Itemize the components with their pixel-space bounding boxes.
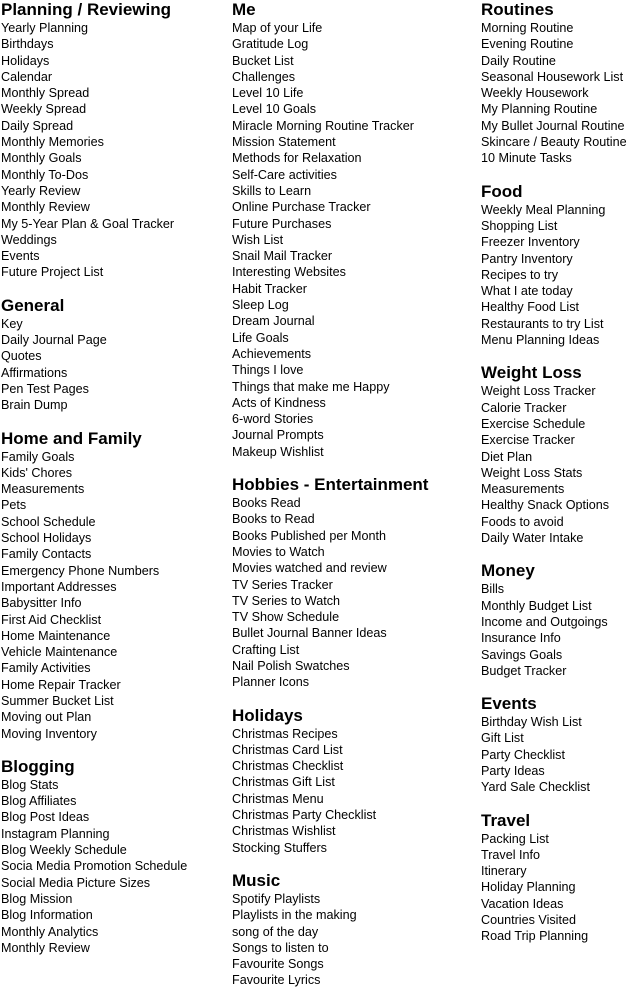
list-item: Home Maintenance <box>1 628 111 643</box>
section-spacer <box>481 796 640 811</box>
section-heading: General <box>1 295 65 315</box>
list-item: Christmas Gift List <box>232 775 335 790</box>
list-item: Shopping List <box>481 218 558 233</box>
list-item: Planner Icons <box>232 675 310 690</box>
list-item: Family Contacts <box>1 547 92 562</box>
section-home-and-family <box>1 429 229 742</box>
list-item: Calorie Tracker <box>481 400 567 415</box>
list-item: Christmas Party Checklist <box>232 808 377 823</box>
list-item: Online Purchase Tracker <box>232 200 371 215</box>
list-item: Daily Spread <box>1 118 74 133</box>
section-hobbies-entertainment <box>232 475 476 691</box>
list-item: Calendar <box>1 69 53 84</box>
section-money <box>481 561 640 679</box>
list-item: Blog Weekly Schedule <box>1 843 127 858</box>
section-spacer <box>232 856 476 871</box>
item-list <box>1 777 229 956</box>
list-item: Christmas Menu <box>232 791 324 806</box>
list-item: Key <box>1 316 23 331</box>
list-item: Favourite Lyrics <box>232 973 321 988</box>
list-item: Gratitude Log <box>232 37 309 52</box>
list-item: Makeup Wishlist <box>232 444 324 459</box>
list-item: Foods to avoid <box>481 514 564 529</box>
list-item: TV Series to Watch <box>232 593 341 608</box>
list-item: Quotes <box>1 349 42 364</box>
section-events <box>481 694 640 795</box>
list-item: Monthly Goals <box>1 151 82 166</box>
list-item: Exercise Tracker <box>481 433 575 448</box>
list-item: Vacation Ideas <box>481 896 564 911</box>
list-item: Methods for Relaxation <box>232 151 362 166</box>
list-item: Holidays <box>1 53 50 68</box>
list-item: Books Read <box>232 496 301 511</box>
item-list <box>232 20 476 460</box>
section-spacer <box>481 167 640 182</box>
list-item: Income and Outgoings <box>481 614 608 629</box>
list-item: Christmas Checklist <box>232 759 344 774</box>
list-item: Pantry Inventory <box>481 251 573 266</box>
section-me <box>232 0 476 460</box>
list-item: TV Series Tracker <box>232 577 333 592</box>
section-music <box>232 871 476 989</box>
list-item: Restaurants to try List <box>481 316 604 331</box>
section-planning-reviewing <box>1 0 229 281</box>
list-item: Spotify Playlists <box>232 891 321 906</box>
list-item: Christmas Card List <box>232 742 343 757</box>
section-heading: Money <box>481 561 535 581</box>
list-item: Travel Info <box>481 847 541 862</box>
list-item: Instagram Planning <box>1 826 110 841</box>
list-item: Events <box>1 249 40 264</box>
list-item: Social Media Picture Sizes <box>1 875 151 890</box>
list-item: Pen Test Pages <box>1 381 89 396</box>
list-item: Future Purchases <box>232 216 332 231</box>
list-item: My Bullet Journal Routine <box>481 118 625 133</box>
list-item: Healthy Snack Options <box>481 498 610 513</box>
list-item: Morning Routine <box>481 21 574 35</box>
list-item: Healthy Food List <box>481 300 580 315</box>
list-item: Birthday Wish List <box>481 715 582 730</box>
list-item: What I ate today <box>481 284 573 299</box>
list-item: Level 10 Goals <box>232 102 317 117</box>
list-item: Stocking Stuffers <box>232 840 327 855</box>
section-travel <box>481 811 640 945</box>
section-heading: Blogging <box>1 756 75 776</box>
section-weight-loss <box>481 363 640 546</box>
list-item: Insurance Info <box>481 631 561 646</box>
list-item: Future Project List <box>1 265 104 280</box>
list-item: Level 10 Life <box>232 86 304 101</box>
list-item: Weight Loss Stats <box>481 465 583 480</box>
list-item: song of the day <box>232 924 319 939</box>
column-middle <box>232 0 476 989</box>
list-item: Journal Prompts <box>232 428 324 443</box>
list-item: Babysitter Info <box>1 596 82 611</box>
list-item: Yearly Review <box>1 183 81 198</box>
list-item: Monthly Memories <box>1 135 104 150</box>
list-item: Socia Media Promotion Schedule <box>1 859 188 874</box>
list-item: Monthly Spread <box>1 86 90 101</box>
section-heading: Events <box>481 694 537 714</box>
list-item: Christmas Wishlist <box>232 824 336 839</box>
list-item: Moving out Plan <box>1 710 92 725</box>
list-item: Itinerary <box>481 864 527 879</box>
section-spacer <box>481 679 640 694</box>
list-item: Bullet Journal Banner Ideas <box>232 626 387 641</box>
list-item: Daily Routine <box>481 53 556 68</box>
item-list <box>481 383 640 546</box>
list-item: Playlists in the making <box>232 908 357 923</box>
list-item: Blog Stats <box>1 777 59 792</box>
list-item: Blog Post Ideas <box>1 810 90 825</box>
list-item: 6-word Stories <box>232 412 314 427</box>
list-item: Savings Goals <box>481 647 563 662</box>
list-item: School Holidays <box>1 531 92 546</box>
list-item: Exercise Schedule <box>481 416 586 431</box>
list-item: Yard Sale Checklist <box>481 780 590 795</box>
list-item: Party Checklist <box>481 747 565 762</box>
list-item: Measurements <box>1 482 85 497</box>
list-item: Vehicle Maintenance <box>1 645 118 660</box>
section-general <box>1 296 229 414</box>
list-item: Nail Polish Swatches <box>232 658 350 673</box>
list-item: Dream Journal <box>232 314 315 329</box>
column-right <box>481 0 640 945</box>
list-item: TV Show Schedule <box>232 610 340 625</box>
list-item: Affirmations <box>1 365 68 380</box>
list-item: Freezer Inventory <box>481 235 580 250</box>
section-food <box>481 182 640 349</box>
list-item: Mission Statement <box>232 135 336 150</box>
list-item: Challenges <box>232 69 296 84</box>
section-heading: Home and Family <box>1 428 142 448</box>
list-item: Family Goals <box>1 449 75 464</box>
section-heading: Routines <box>481 0 554 19</box>
list-item: Songs to listen to <box>232 940 329 955</box>
list-item: Life Goals <box>232 330 289 345</box>
section-holidays <box>232 706 476 856</box>
section-heading: Travel <box>481 810 531 830</box>
section-heading: Music <box>232 870 281 890</box>
list-item: My Planning Routine <box>481 102 598 117</box>
section-heading: Food <box>481 181 523 201</box>
list-item: Diet Plan <box>481 449 533 464</box>
item-list <box>481 20 640 167</box>
list-item: Movies to Watch <box>232 544 325 559</box>
section-blogging <box>1 757 229 956</box>
list-item: School Schedule <box>1 514 96 529</box>
list-item: Countries Visited <box>481 913 576 928</box>
list-item: Miracle Morning Routine Tracker <box>232 118 414 133</box>
list-item: Christmas Recipes <box>232 726 338 741</box>
list-item: Brain Dump <box>1 398 68 413</box>
list-item: Daily Journal Page <box>1 333 107 348</box>
list-item: Weight Loss Tracker <box>481 384 596 399</box>
list-item: Monthly Budget List <box>481 598 592 613</box>
list-item: Pets <box>1 498 27 513</box>
list-item: Weddings <box>1 232 57 247</box>
list-item: Summer Bucket List <box>1 693 114 708</box>
item-list <box>481 714 640 795</box>
section-spacer <box>232 691 476 706</box>
list-item: Family Activities <box>1 661 91 676</box>
list-item: Moving Inventory <box>1 726 97 741</box>
list-item: Birthdays <box>1 37 54 52</box>
list-item: Map of your Life <box>232 21 323 35</box>
list-item: My 5-Year Plan & Goal Tracker <box>1 216 175 231</box>
list-item: Road Trip Planning <box>481 929 589 944</box>
list-item: Weekly Housework <box>481 86 589 101</box>
section-heading: Planning / Reviewing <box>1 0 172 19</box>
list-item: Home Repair Tracker <box>1 677 121 692</box>
list-item: Weekly Spread <box>1 102 87 117</box>
list-item: Achievements <box>232 346 312 361</box>
list-item: Self-Care activities <box>232 167 337 182</box>
section-spacer <box>1 281 229 296</box>
list-item: Movies watched and review <box>232 561 387 576</box>
list-item: Daily Water Intake <box>481 531 584 546</box>
list-item: Blog Mission <box>1 891 73 906</box>
list-item: Habit Tracker <box>232 281 307 296</box>
item-list <box>481 831 640 945</box>
list-item: Menu Planning Ideas <box>481 333 600 348</box>
section-heading: Hobbies - Entertainment <box>232 475 429 495</box>
list-item: Wish List <box>232 232 284 247</box>
list-item: Things that make me Happy <box>232 379 390 394</box>
item-list <box>232 891 476 989</box>
item-list <box>1 20 229 281</box>
list-item: Crafting List <box>232 642 300 657</box>
list-item: Weekly Meal Planning <box>481 202 606 217</box>
list-item: First Aid Checklist <box>1 612 102 627</box>
list-item: Blog Information <box>1 908 93 923</box>
section-heading: Weight Loss <box>481 363 582 383</box>
item-list <box>481 581 640 679</box>
item-list <box>232 726 476 856</box>
list-item: Monthly Analytics <box>1 924 99 939</box>
list-item: Monthly To-Dos <box>1 167 89 182</box>
section-heading: Holidays <box>232 705 303 725</box>
list-item: Packing List <box>481 831 549 846</box>
list-item: Gift List <box>481 731 524 746</box>
list-item: Books Published per Month <box>232 528 387 543</box>
list-item: 10 Minute Tasks <box>481 151 572 166</box>
list-item: Acts of Kindness <box>232 395 326 410</box>
section-routines <box>481 0 640 167</box>
list-item: Skills to Learn <box>232 183 312 198</box>
list-item: Interesting Websites <box>232 265 346 280</box>
list-item: Skincare / Beauty Routine <box>481 135 627 150</box>
section-heading: Me <box>232 0 256 19</box>
list-item: Snail Mail Tracker <box>232 249 333 264</box>
list-item: Things I love <box>232 363 304 378</box>
list-item: Favourite Songs <box>232 957 324 972</box>
list-item: Measurements <box>481 482 565 497</box>
section-spacer <box>481 546 640 561</box>
list-item: Budget Tracker <box>481 663 567 678</box>
item-list <box>232 495 476 691</box>
list-item: Sleep Log <box>232 298 289 313</box>
list-item: Blog Affiliates <box>1 794 77 809</box>
list-item: Kids' Chores <box>1 465 72 480</box>
list-item: Important Addresses <box>1 579 117 594</box>
list-item: Seasonal Housework List <box>481 69 624 84</box>
section-spacer <box>232 460 476 475</box>
item-list <box>1 449 229 742</box>
section-spacer <box>1 414 229 429</box>
list-item: Books to Read <box>232 512 315 527</box>
list-item: Emergency Phone Numbers <box>1 563 160 578</box>
list-item: Party Ideas <box>481 763 545 778</box>
list-item: Bills <box>481 582 505 597</box>
section-spacer <box>481 348 640 363</box>
item-list <box>1 316 229 414</box>
section-spacer <box>1 742 229 757</box>
list-item: Evening Routine <box>481 37 574 52</box>
list-item: Holiday Planning <box>481 880 576 895</box>
column-left <box>1 0 229 956</box>
item-list <box>481 202 640 349</box>
list-item: Bucket List <box>232 53 294 68</box>
list-item: Monthly Review <box>1 200 90 215</box>
list-item: Monthly Review <box>1 940 90 955</box>
list-item: Recipes to try <box>481 267 558 282</box>
list-item: Yearly Planning <box>1 21 89 35</box>
